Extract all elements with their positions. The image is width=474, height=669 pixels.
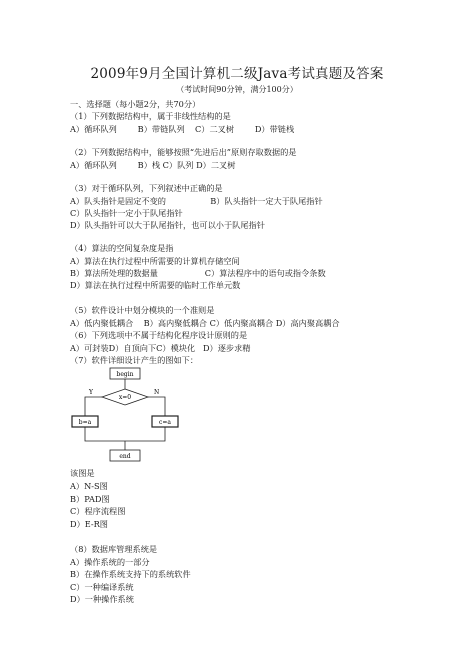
flowchart-figure: [68, 366, 188, 466]
page-title: 2009年9月全国计算机二级Java考试真题及答案: [90, 66, 384, 82]
question-1-options: A）循环队列 B）带链队列 C）二叉树 D）带链栈: [70, 124, 295, 134]
question-7-stem: 该图是: [70, 468, 95, 478]
question-5-options: A）低内聚低耦合 B）高内聚低耦合 C）低内聚高耦合 D）高内聚高耦合: [70, 318, 340, 328]
flowchart-merge-line: [85, 427, 165, 441]
flowchart-no-process-label: c=a: [159, 419, 171, 426]
question-8-option-d: D）一种操作系统: [70, 594, 134, 604]
question-4: （4）算法的空间复杂度是指: [70, 243, 174, 253]
question-3-option-d: D）队头指针可以大于队尾指针，也可以小于队尾指针: [70, 220, 265, 230]
question-3: （3）对于循环队列，下列叙述中正确的是: [70, 183, 223, 193]
flowchart-yes-process-label: b=a: [78, 419, 92, 426]
question-5: （5）软件设计中划分模块的一个准则是: [70, 305, 215, 315]
flowchart-begin-label: begin: [116, 371, 134, 378]
question-4-option-d: D）算法在执行过程中所需要的临时工作单元数: [70, 280, 241, 290]
question-3-options-ab: A）队头指针是固定不变的 B）队头指针一定大于队尾指针: [70, 196, 323, 206]
question-3-option-c: C）队头指针一定小于队尾指针: [70, 208, 183, 218]
question-8: （8）数据库管理系统是: [70, 544, 158, 554]
question-2: （2）下列数据结构中，能够按照“先进后出”原则存取数据的是: [70, 147, 297, 157]
question-4-options-bc: B）算法所处理的数据量 C）算法程序中的语句或指令条数: [70, 268, 326, 278]
question-6-options: A）可封装D）自顶向下C）模块化 D）逐步求精: [70, 343, 251, 353]
question-7: （7）软件详细设计产生的图如下：: [70, 355, 199, 365]
exam-time-note: （考试时间90分钟，满分100分）: [176, 85, 298, 94]
section-heading: 一、选择题（每小题2分，共70分）: [70, 99, 201, 109]
flowchart-yes-label: Y: [89, 389, 93, 396]
flowchart-end-label: end: [119, 453, 131, 460]
question-4-option-a: A）算法在执行过程中所需要的计算机存储空间: [70, 256, 240, 266]
flowchart-no-label: N: [154, 389, 160, 396]
question-7-option-d: D）E-R图: [70, 519, 108, 529]
question-7-option-c: C）程序流程图: [70, 506, 126, 516]
flowchart-yes-branch: [85, 397, 102, 416]
question-2-options: A）循环队列 B）栈 C）队列 D）二叉树: [70, 160, 236, 170]
question-7-option-a: A）N-S图: [70, 481, 108, 491]
flowchart-no-branch: [148, 397, 165, 416]
question-8-option-a: A）操作系统的一部分: [70, 557, 150, 567]
question-8-option-b: B）在操作系统支持下的系统软件: [70, 569, 191, 579]
question-1: （1）下列数据结构中，属于非线性结构的是: [70, 111, 231, 121]
question-8-option-c: C）一种编译系统: [70, 582, 134, 592]
question-6: （6）下列选项中不属于结构化程序设计原则的是: [70, 330, 248, 340]
question-7-option-b: B）PAD图: [70, 494, 110, 504]
flowchart-condition-label: x=0: [118, 394, 132, 401]
